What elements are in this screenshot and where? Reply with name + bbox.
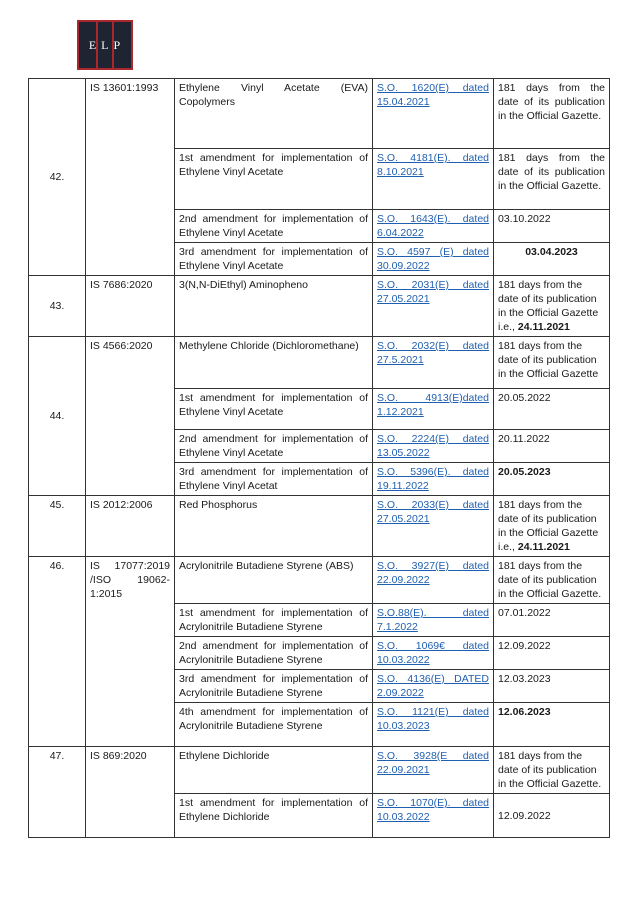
- row-number: 45.: [29, 496, 86, 557]
- product-description: 3(N,N-DiEthyl) Aminopheno: [175, 276, 373, 337]
- product-description: 1st amendment for implementation of Ethylene Vinyl Acetate: [175, 389, 373, 430]
- notification-link[interactable]: S.O. 2033(E) dated 27.05.2021: [373, 496, 494, 557]
- table-row: [29, 337, 610, 389]
- product-description: 1st amendment for implementation of Ethylene Vinyl Acetate: [175, 149, 373, 210]
- product-description: Acrylonitrile Butadiene Styrene (ABS): [175, 557, 373, 604]
- regulations-table: [28, 78, 610, 838]
- effective-date: 181 days from the date of its publication in the Official Gazette.: [494, 149, 610, 210]
- product-description: 2nd amendment for implementation of Ethylene Vinyl Acetate: [175, 210, 373, 243]
- table-row: [29, 276, 610, 337]
- notification-link[interactable]: S.O. 4136(E) DATED 2.09.2022: [373, 670, 494, 703]
- effective-date: 07.01.2022: [494, 604, 610, 637]
- notification-link[interactable]: S.O. 1643(E). dated 6.04.2022: [373, 210, 494, 243]
- effective-date: 181 days from the date of its publication in the Official Gazette.: [494, 79, 610, 149]
- table-row: [29, 79, 610, 149]
- standard-code: IS 4566:2020: [86, 337, 175, 496]
- notification-link[interactable]: S.O. 2031(E) dated 27.05.2021: [373, 276, 494, 337]
- effective-date-text: 181 days from the date of its publication in the Official Gazette i.e.,: [498, 279, 599, 333]
- row-number: 42.: [29, 79, 86, 276]
- elp-logo: [77, 20, 133, 70]
- effective-date: 20.05.2023: [494, 463, 610, 496]
- standard-code: IS 7686:2020: [86, 276, 175, 337]
- row-number: 46.: [29, 557, 86, 747]
- product-description: Methylene Chloride (Dichloromethane): [175, 337, 373, 389]
- effective-date: 12.03.2023: [494, 670, 610, 703]
- notification-link[interactable]: S.O. 1070(E). dated 10.03.2022: [373, 794, 494, 838]
- row-number: 44.: [29, 337, 86, 496]
- effective-date-text: 181 days from the date of its publication in the Official Gazette i.e.,: [498, 499, 599, 553]
- product-description: Ethylene Vinyl Acetate (EVA) Copolymers: [175, 79, 373, 149]
- notification-link[interactable]: S.O.88(E). dated 7.1.2022: [373, 604, 494, 637]
- product-description: 3rd amendment for implementation of Ethylene Vinyl Acetate: [175, 243, 373, 276]
- product-description: Red Phosphorus: [175, 496, 373, 557]
- notification-link[interactable]: S.O. 2224(E) dated 13.05.2022: [373, 430, 494, 463]
- product-description: Ethylene Dichloride: [175, 747, 373, 794]
- effective-date: 03.10.2022: [494, 210, 610, 243]
- product-description: 1st amendment for implementation of Ethylene Dichloride: [175, 794, 373, 838]
- product-description: 3rd amendment for implementation of Acrylonitrile Butadiene Styrene: [175, 670, 373, 703]
- standard-code: IS 2012:2006: [86, 496, 175, 557]
- notification-link[interactable]: S.O. 5396(E). dated 19.11.2022: [373, 463, 494, 496]
- effective-date: 20.05.2022: [494, 389, 610, 430]
- effective-date: 12.06.2023: [494, 703, 610, 747]
- notification-link[interactable]: S.O. 4597 (E) dated 30.09.2022: [373, 243, 494, 276]
- notification-link[interactable]: S.O. 1620(E) dated 15.04.2021: [373, 79, 494, 149]
- effective-date-bold: 24.11.2021: [517, 541, 570, 553]
- table-row: [29, 496, 610, 557]
- notification-link[interactable]: S.O. 1069€ dated 10.03.2022: [373, 637, 494, 670]
- standard-code: IS 17077:2019 /ISO 19062-1:2015: [86, 557, 175, 747]
- effective-date: [494, 496, 610, 557]
- product-description: 3rd amendment for implementation of Ethylene Vinyl Acetat: [175, 463, 373, 496]
- effective-date: 12.09.2022: [494, 794, 610, 838]
- effective-date-bold: 24.11.2021: [517, 321, 570, 333]
- effective-date: 20.11.2022: [494, 430, 610, 463]
- logo-text: ELP: [88, 38, 126, 52]
- notification-link[interactable]: S.O. 2032(E) dated 27.5.2021: [373, 337, 494, 389]
- notification-link[interactable]: S.O. 4181(E). dated 8.10.2021: [373, 149, 494, 210]
- table-row: [29, 747, 610, 794]
- product-description: 1st amendment for implementation of Acrylonitrile Butadiene Styrene: [175, 604, 373, 637]
- standard-code: IS 869:2020: [86, 747, 175, 838]
- notification-link[interactable]: S.O. 4913(E)dated 1.12.2021: [373, 389, 494, 430]
- product-description: 2nd amendment for implementation of Acrylonitrile Butadiene Styrene: [175, 637, 373, 670]
- effective-date: 181 days from the date of its publication in the Official Gazette.: [494, 747, 610, 794]
- notification-link[interactable]: S.O. 3927(E) dated 22.09.2022: [373, 557, 494, 604]
- effective-date: 03.04.2023: [494, 243, 610, 276]
- table-row: [29, 557, 610, 604]
- effective-date: 181 days from the date of its publication in the Official Gazette: [494, 337, 610, 389]
- notification-link[interactable]: S.O. 3928(E dated 22.09.2021: [373, 747, 494, 794]
- row-number: 47.: [29, 747, 86, 838]
- product-description: 4th amendment for implementation of Acrylonitrile Butadiene Styrene: [175, 703, 373, 747]
- standard-code: IS 13601:1993: [86, 79, 175, 276]
- effective-date: 12.09.2022: [494, 637, 610, 670]
- effective-date: 181 days from the date of its publication in the Official Gazette.: [494, 557, 610, 604]
- effective-date: [494, 276, 610, 337]
- row-number: 43.: [29, 276, 86, 337]
- notification-link[interactable]: S.O. 1121(E) dated 10.03.2023: [373, 703, 494, 747]
- product-description: 2nd amendment for implementation of Ethylene Vinyl Acetate: [175, 430, 373, 463]
